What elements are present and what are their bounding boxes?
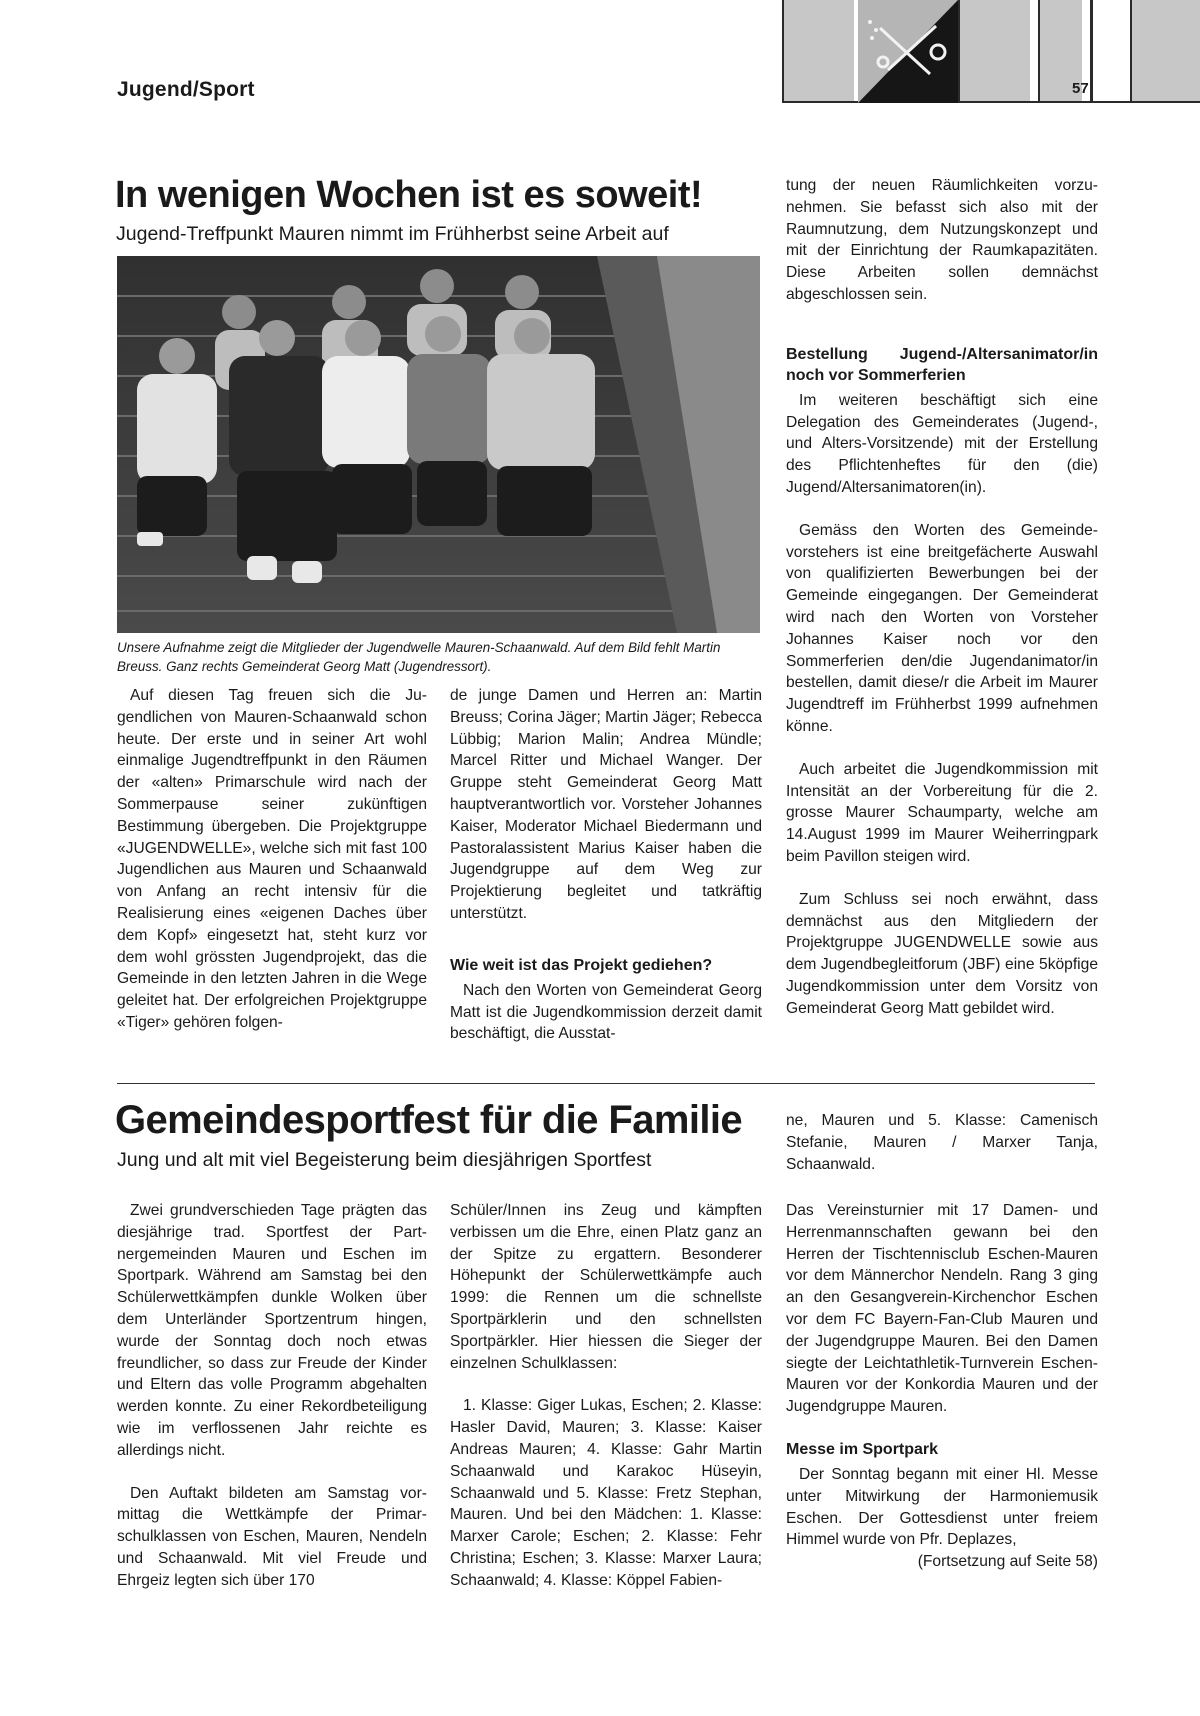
- body-paragraph: ne, Mauren und 5. Klasse: Camenisch Stefanie, Mauren / Marxer Tanja, Schaanwald.: [786, 1112, 1098, 1173]
- article-subheadline: Jugend-Treffpunkt Mauren nimmt im Frühherbst seine Arbeit auf: [116, 223, 669, 245]
- crossed-tools-emblem-icon: [858, 0, 958, 103]
- article-divider: [117, 1083, 1095, 1084]
- article-column-1: [117, 1200, 427, 1592]
- article-headline: Gemeindesportfest für die Familie: [115, 1098, 743, 1142]
- header-band-edge: [1090, 0, 1093, 103]
- header-band: [1130, 0, 1200, 103]
- body-paragraph: Zum Schluss sei noch erwähnt, dass demnächst aus den Mitgliedern der Projektgruppe JUGENDWELLE sowie aus dem Jugendbegleitforum (JBF) eine 5köpfige Jugendkommission unter dem Vorsitz von Gemeinderat Georg Matt gebildet wird.: [786, 890, 1098, 1017]
- article-subheadline: Jung und alt mit viel Begeisterung beim diesjährigen Sportfest: [117, 1149, 652, 1171]
- section-subheading: Bestellung Jugend-/Altersanimator/in noch vor Sommerferien: [786, 345, 1098, 384]
- continuation-note: (Fortsetzung auf Seite 58): [917, 1553, 1098, 1571]
- section-subheading: Wie weit ist das Projekt gediehen?: [450, 956, 713, 974]
- body-paragraph: Der Sonntag begann mit einer Hl. Messe unter Mitwirkung der Harmoniemusik Eschen. Der Gottesdienst unter freiem Himmel wurde von Pfr. Deplazes,: [786, 1465, 1098, 1549]
- header-rule: [782, 101, 1200, 103]
- body-paragraph: de junge Damen und Herren an: Martin Breuss; Corina Jäger; Martin Jäger; Rebecca Lübbig; Marion Malin; Andrea Mündle; Marcel Ritter und Michael Wanger. Der Gruppe steht Gemeinderat Georg Matt hauptverantwortlich vor. Vorsteher Johannes Kaiser, Moderator Michael Biedermann und Pastoralassistent Marius Kaiser haben die Jugendgruppe auf dem Weg zur Projektierung begleitet und tatkräftig unterstützt.: [450, 687, 763, 922]
- body-paragraph: Nach den Worten von Gemeinderat Georg Matt ist die Jugendkommission derzeit damit beschäftigt, die Ausstat-: [450, 981, 762, 1043]
- body-paragraph: Auch arbeitet die Jugendkommission mit Intensität an der Vorbereitung für die 2. grosse Maurer Schaumparty, welche am 14.August 1999 im Maurer Weiherringpark beim Pavillon steigen wird.: [786, 760, 1098, 865]
- body-paragraph: Gemäss den Worten des Gemeindevorstehers ist eine breitgefächerte Auswahl von qualifizierten Bewerbungen bei der Gemeinde eingegangen. Der Gemeinderat wird nach den Worten von Vorsteher Johannes Kaiser noch vor den Sommerferien den/die Jugendanimator/in bestellen, damit diese/r die Arbeit im Maurer Jugendtreff im Frühherbst 1999 aufnehmen könne.: [786, 521, 1098, 735]
- photo-caption: Unsere Aufnahme zeigt die Mitglieder der Jugendwelle Mauren-Schaanwald. Auf dem Bild fehlt Martin Breuss. Ganz rechts Gemeinderat Georg Matt (Jugendressort).: [117, 640, 721, 674]
- header-band: [782, 0, 854, 103]
- body-paragraph: Den Auftakt bildeten am Samstag vormittag die Wettkämpfe der Primarschulklassen von Eschen, Mauren, Nendeln und Schaanwald. Mit viel Freude und Ehrgeiz legten sich über 170: [117, 1484, 427, 1589]
- body-paragraph: Zwei grundverschieden Tage prägten das diesjährige trad. Sportfest der Partnergemeinden Mauren und Eschen im Sportpark. Während am Samstag bei den Schülerwettkämpfen dunkle Wolken über dem Unterländer Sportzentrum hingen, wurde der Sonntag doch noch etwas freundlicher, so dass zur Freude der Kinder und Eltern das volle Programm abgehalten werden konnte. Zu einer Rekordbeteiligung wie im verflossenen Jahr reichte es allerdings nicht.: [117, 1202, 427, 1459]
- body-paragraph: tung der neuen Räumlichkeiten vorzunehmen. Sie befasst sich also mit der Raumnutzung, dem Nutzungskonzept und mit der Einrichtung der Raumkapazitäten. Diese Arbeiten sollen demnächst abgeschlossen sein.: [786, 177, 1098, 303]
- article-column-3-top: [786, 1110, 1098, 1175]
- group-photo: [117, 256, 760, 633]
- article-headline: In wenigen Wochen ist es soweit!: [115, 174, 703, 216]
- section-subheading: Messe im Sportpark: [786, 1440, 939, 1458]
- body-paragraph: Schüler/Innen ins Zeug und kämpften verbissen um die Ehre, einen Platz ganz an der Spitze zu ergattern. Besonderer Höhepunkt der Schülerwettkämpfe auch 1999: die Rennen um die schnellste Sportpärklerin und den schnellsten Sportpärkler. Hier hiessen die Sieger der einzelnen Schulklassen:: [450, 1202, 762, 1372]
- article-column-2: [450, 685, 762, 1045]
- body-paragraph: Auf diesen Tag freuen sich die Jugendlichen von Mauren-Schaanwald schon heute. Der erste und in seiner Art wohl einmalige Jugendtreffpunkt in den Räumen der «alten» Primarschule wird nach der Sommerpause seiner zukünftigen Bestimmung übergeben. Die Projektgruppe «JUGENDWELLE», welche sich mit fast 100 Jugendlichen aus Mauren und Schaanwald von Anfang an recht intensiv für die Realisierung eines «eigenen Daches über dem Kopf» eingesetzt hat, steht kurz vor dem wohl grössten Jugendprojekt, das die Gemeinde in den letzten Jahren in die Wege geleitet hat. Der erfolgreichen Projektgruppe «Tiger» gehören folgen-: [117, 687, 427, 1031]
- article-column-2: [450, 1200, 762, 1592]
- article-column-3: [786, 1200, 1098, 1573]
- body-paragraph: Im weiteren beschäftigt sich eine Delegation des Gemeinderates (Jugend-, und Alters-Vorsitzende) mit der Erstellung des Pflichtenheftes für den (die) Jugend/Altersanimatoren(in).: [786, 391, 1098, 496]
- header-band: [958, 0, 1030, 103]
- section-label: Jugend/Sport: [117, 78, 255, 101]
- body-paragraph: Das Vereinsturnier mit 17 Damen- und Herrenmannschaften gewann bei den Herren der Tischtennisclub Eschen-Mauren vor dem Männerchor Nendeln. Rang 3 ging an den Gesangverein-Kirchenchor Eschen vor dem FC Bayern-Fan-Club Mauren und der Jugendgruppe Mauren. Bei den Damen siegte der Leichtathletik-Turnverein Eschen-Mauren vor der Konkordia Mauren und der Jugendgruppe Mauren.: [786, 1202, 1098, 1416]
- article-column-1: [117, 685, 427, 1034]
- body-paragraph: 1. Klasse: Giger Lukas, Eschen; 2. Klasse: Hasler David, Mauren; 3. Klasse: Kaiser Andreas Mauren; 4. Klasse: Gahr Martin Schaanwald und Karakoc Hüseyin, Schaanwald und 5. Klasse: Fretz Stephan, Mauren. Und bei den Mädchen: 1. Klasse: Marxer Carole; Eschen; 2. Klasse: Fehr Christina; Eschen; 3. Klasse: Marxer Laura; Schaanwald; 4. Klasse: Köppel Fabien-: [450, 1397, 762, 1589]
- article-column-3: [786, 175, 1098, 1020]
- page-number: 57: [1072, 80, 1089, 97]
- page-header: [0, 0, 1200, 104]
